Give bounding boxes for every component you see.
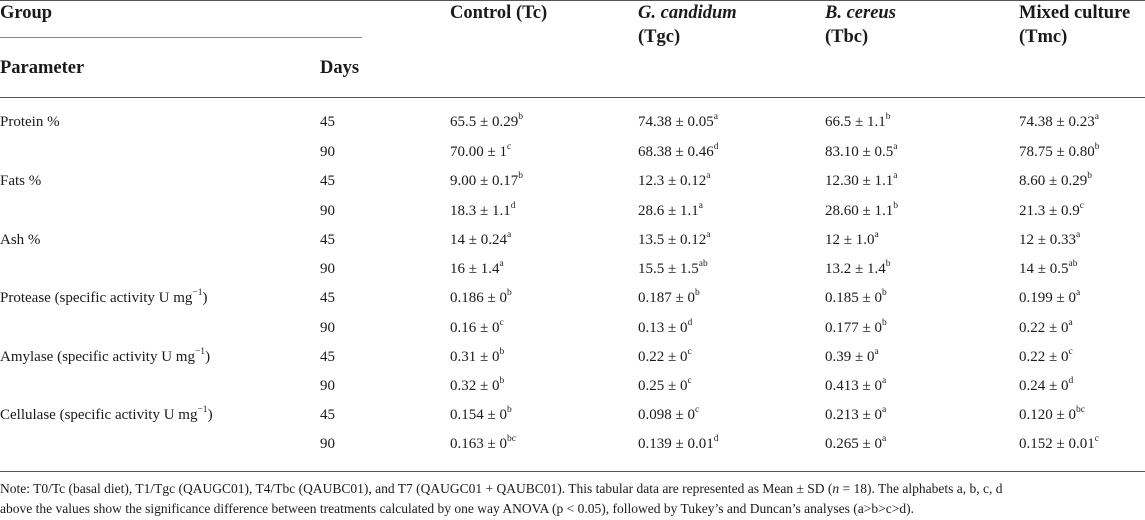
value-cell: 12.3 ± 0.12$^a$ xyxy=(638,171,711,189)
col-header-mixed xyxy=(1019,1,1130,49)
col-header-gcandidum-title: G. candidum xyxy=(638,3,737,23)
col-header-bcereus-title: B. cereus xyxy=(825,3,896,23)
value-cell: $70.00 \pm 1^c$ xyxy=(450,142,512,160)
days-cell: 90 xyxy=(320,378,335,394)
value-cell: $0.177 \pm 0^b$ xyxy=(825,318,887,336)
value-cell: $0.16 \pm 0^c$ xyxy=(450,318,504,336)
value-cell: $0.24 \pm 0^d$ xyxy=(1019,376,1074,394)
table-bottom-rule xyxy=(0,471,1145,472)
value-cell: $0.199 \pm 0^a$ xyxy=(1019,288,1081,306)
value-cell: 21.3 ± 0.9$^c$ xyxy=(1019,201,1084,219)
value-cell: $0.154 \pm 0^b$ xyxy=(450,405,512,423)
value-cell: $0.31 \pm 0^b$ xyxy=(450,347,505,365)
value-cell: 14 ± 0.24$^a$ xyxy=(450,230,512,248)
value-cell: 28.60 ± 1.1$^b$ xyxy=(825,201,898,219)
days-cell: 45 xyxy=(320,290,335,306)
table-note xyxy=(0,479,1145,519)
value-cell: 13.2 ± 1.4$^b$ xyxy=(825,259,891,277)
value-cell: $0.413 \pm 0^a$ xyxy=(825,376,887,394)
parameter-cell: Fats % xyxy=(0,173,42,189)
parameter-cell: Ash % xyxy=(0,232,41,248)
days-cell: 90 xyxy=(320,320,335,336)
value-cell: 66.5 ± 1.1$^b$ xyxy=(825,112,891,130)
value-cell: 83.10 ± 0.5$^a$ xyxy=(825,142,898,160)
days-cell: 90 xyxy=(320,261,335,277)
value-cell: $0.13 \pm 0^d$ xyxy=(638,318,693,336)
note-line1-a: Note: T0/Tc (basal diet), T1/Tgc (QAUGC01), T4/Tbc (QAUBC01), and T7 (QAUGC01 + QAUBC01). This tabular data are represented as Mean ± SD ( xyxy=(0,481,833,496)
value-cell: 0.152 ± 0.01$^c$ xyxy=(1019,434,1099,452)
note-n-symbol: n xyxy=(832,481,840,496)
parameter-cell: Cellulase (specific activity U $mg^{-1}$) xyxy=(0,405,213,423)
value-cell: $0.265 \pm 0^a$ xyxy=(825,434,887,452)
value-cell: $0.213 \pm 0^a$ xyxy=(825,405,887,423)
parameter-header: Parameter xyxy=(0,58,85,78)
note-line1-b: = 18). The alphabets a, b, c, d xyxy=(839,481,1003,496)
value-cell: 68.38 ± 0.46$^d$ xyxy=(638,142,719,160)
value-cell: 9.00 ± 0.17$^b$ xyxy=(450,171,523,189)
value-cell: $0.187 \pm 0^b$ xyxy=(638,288,700,306)
value-cell: 13.5 ± 0.12$^a$ xyxy=(638,230,711,248)
value-cell: $0.22 \pm 0^c$ xyxy=(638,347,692,365)
value-cell: 16 ± 1.4$^a$ xyxy=(450,259,504,277)
table-top-rule xyxy=(0,0,1145,1)
days-header: Days xyxy=(320,58,360,78)
value-cell: 12 ± 0.33$^a$ xyxy=(1019,230,1081,248)
days-cell: 45 xyxy=(320,232,335,248)
value-cell: 14 ± 0.5$^{ab}$ xyxy=(1019,259,1078,277)
parameter-cell: Protein % xyxy=(0,114,60,130)
value-cell: $0.120 \pm 0^{bc}$ xyxy=(1019,405,1085,423)
col-header-bcereus xyxy=(825,1,896,49)
col-header-control-title: Control (Tc) xyxy=(450,3,548,23)
value-cell: 65.5 ± 0.29$^b$ xyxy=(450,112,523,130)
value-cell: 78.75 ± 0.80$^b$ xyxy=(1019,142,1100,160)
value-cell: 12 ± 1.0$^a$ xyxy=(825,230,879,248)
group-header: Group xyxy=(0,3,53,23)
value-cell: 74.38 ± 0.05$^a$ xyxy=(638,112,718,130)
note-line2: above the values show the significance difference between treatments calculated by one way ANOVA (p < 0.05), followed by Tukey’s and Duncan’s analyses (a>b>c>d). xyxy=(0,501,914,516)
header-bottom-rule xyxy=(0,97,1145,98)
value-cell: $0.098 \pm 0^c$ xyxy=(638,405,700,423)
value-cell: 12.30 ± 1.1$^a$ xyxy=(825,171,898,189)
days-cell: 45 xyxy=(320,349,335,365)
col-header-gcandidum-code: (Tgc) xyxy=(638,27,681,47)
parameter-cell: Amylase (specific activity U $mg^{-1}$) xyxy=(0,347,211,365)
value-cell: $0.22 \pm 0^a$ xyxy=(1019,318,1073,336)
col-header-control xyxy=(450,1,547,25)
value-cell: $0.186 \pm 0^b$ xyxy=(450,288,512,306)
group-underline xyxy=(0,37,362,38)
value-cell: $0.163 \pm 0^{bc}$ xyxy=(450,434,516,452)
value-cell: $0.39 \pm 0^a$ xyxy=(825,347,879,365)
value-cell: $0.185 \pm 0^b$ xyxy=(825,288,887,306)
value-cell: 74.38 ± 0.23$^a$ xyxy=(1019,112,1099,130)
col-header-gcandidum xyxy=(638,1,737,49)
value-cell: $0.25 \pm 0^c$ xyxy=(638,376,692,394)
col-header-bcereus-code: (Tbc) xyxy=(825,27,869,47)
value-cell: $0.22 \pm 0^c$ xyxy=(1019,347,1073,365)
days-cell: 45 xyxy=(320,114,335,130)
col-header-mixed-title: Mixed culture xyxy=(1019,3,1131,23)
parameter-cell: Protease (specific activity U $mg^{-1}$) xyxy=(0,288,208,306)
value-cell: 0.139 ± 0.01$^d$ xyxy=(638,434,719,452)
days-cell: 45 xyxy=(320,173,335,189)
days-cell: 90 xyxy=(320,144,335,160)
col-header-mixed-code: (Tmc) xyxy=(1019,27,1068,47)
value-cell: $0.32 \pm 0^b$ xyxy=(450,376,505,394)
value-cell: 18.3 ± 1.1$^d$ xyxy=(450,201,516,219)
value-cell: 15.5 ± 1.5$^{ab}$ xyxy=(638,259,708,277)
days-cell: 90 xyxy=(320,436,335,452)
days-cell: 90 xyxy=(320,203,335,219)
days-cell: 45 xyxy=(320,407,335,423)
value-cell: 8.60 ± 0.29$^b$ xyxy=(1019,171,1092,189)
value-cell: 28.6 ± 1.1$^a$ xyxy=(638,201,703,219)
